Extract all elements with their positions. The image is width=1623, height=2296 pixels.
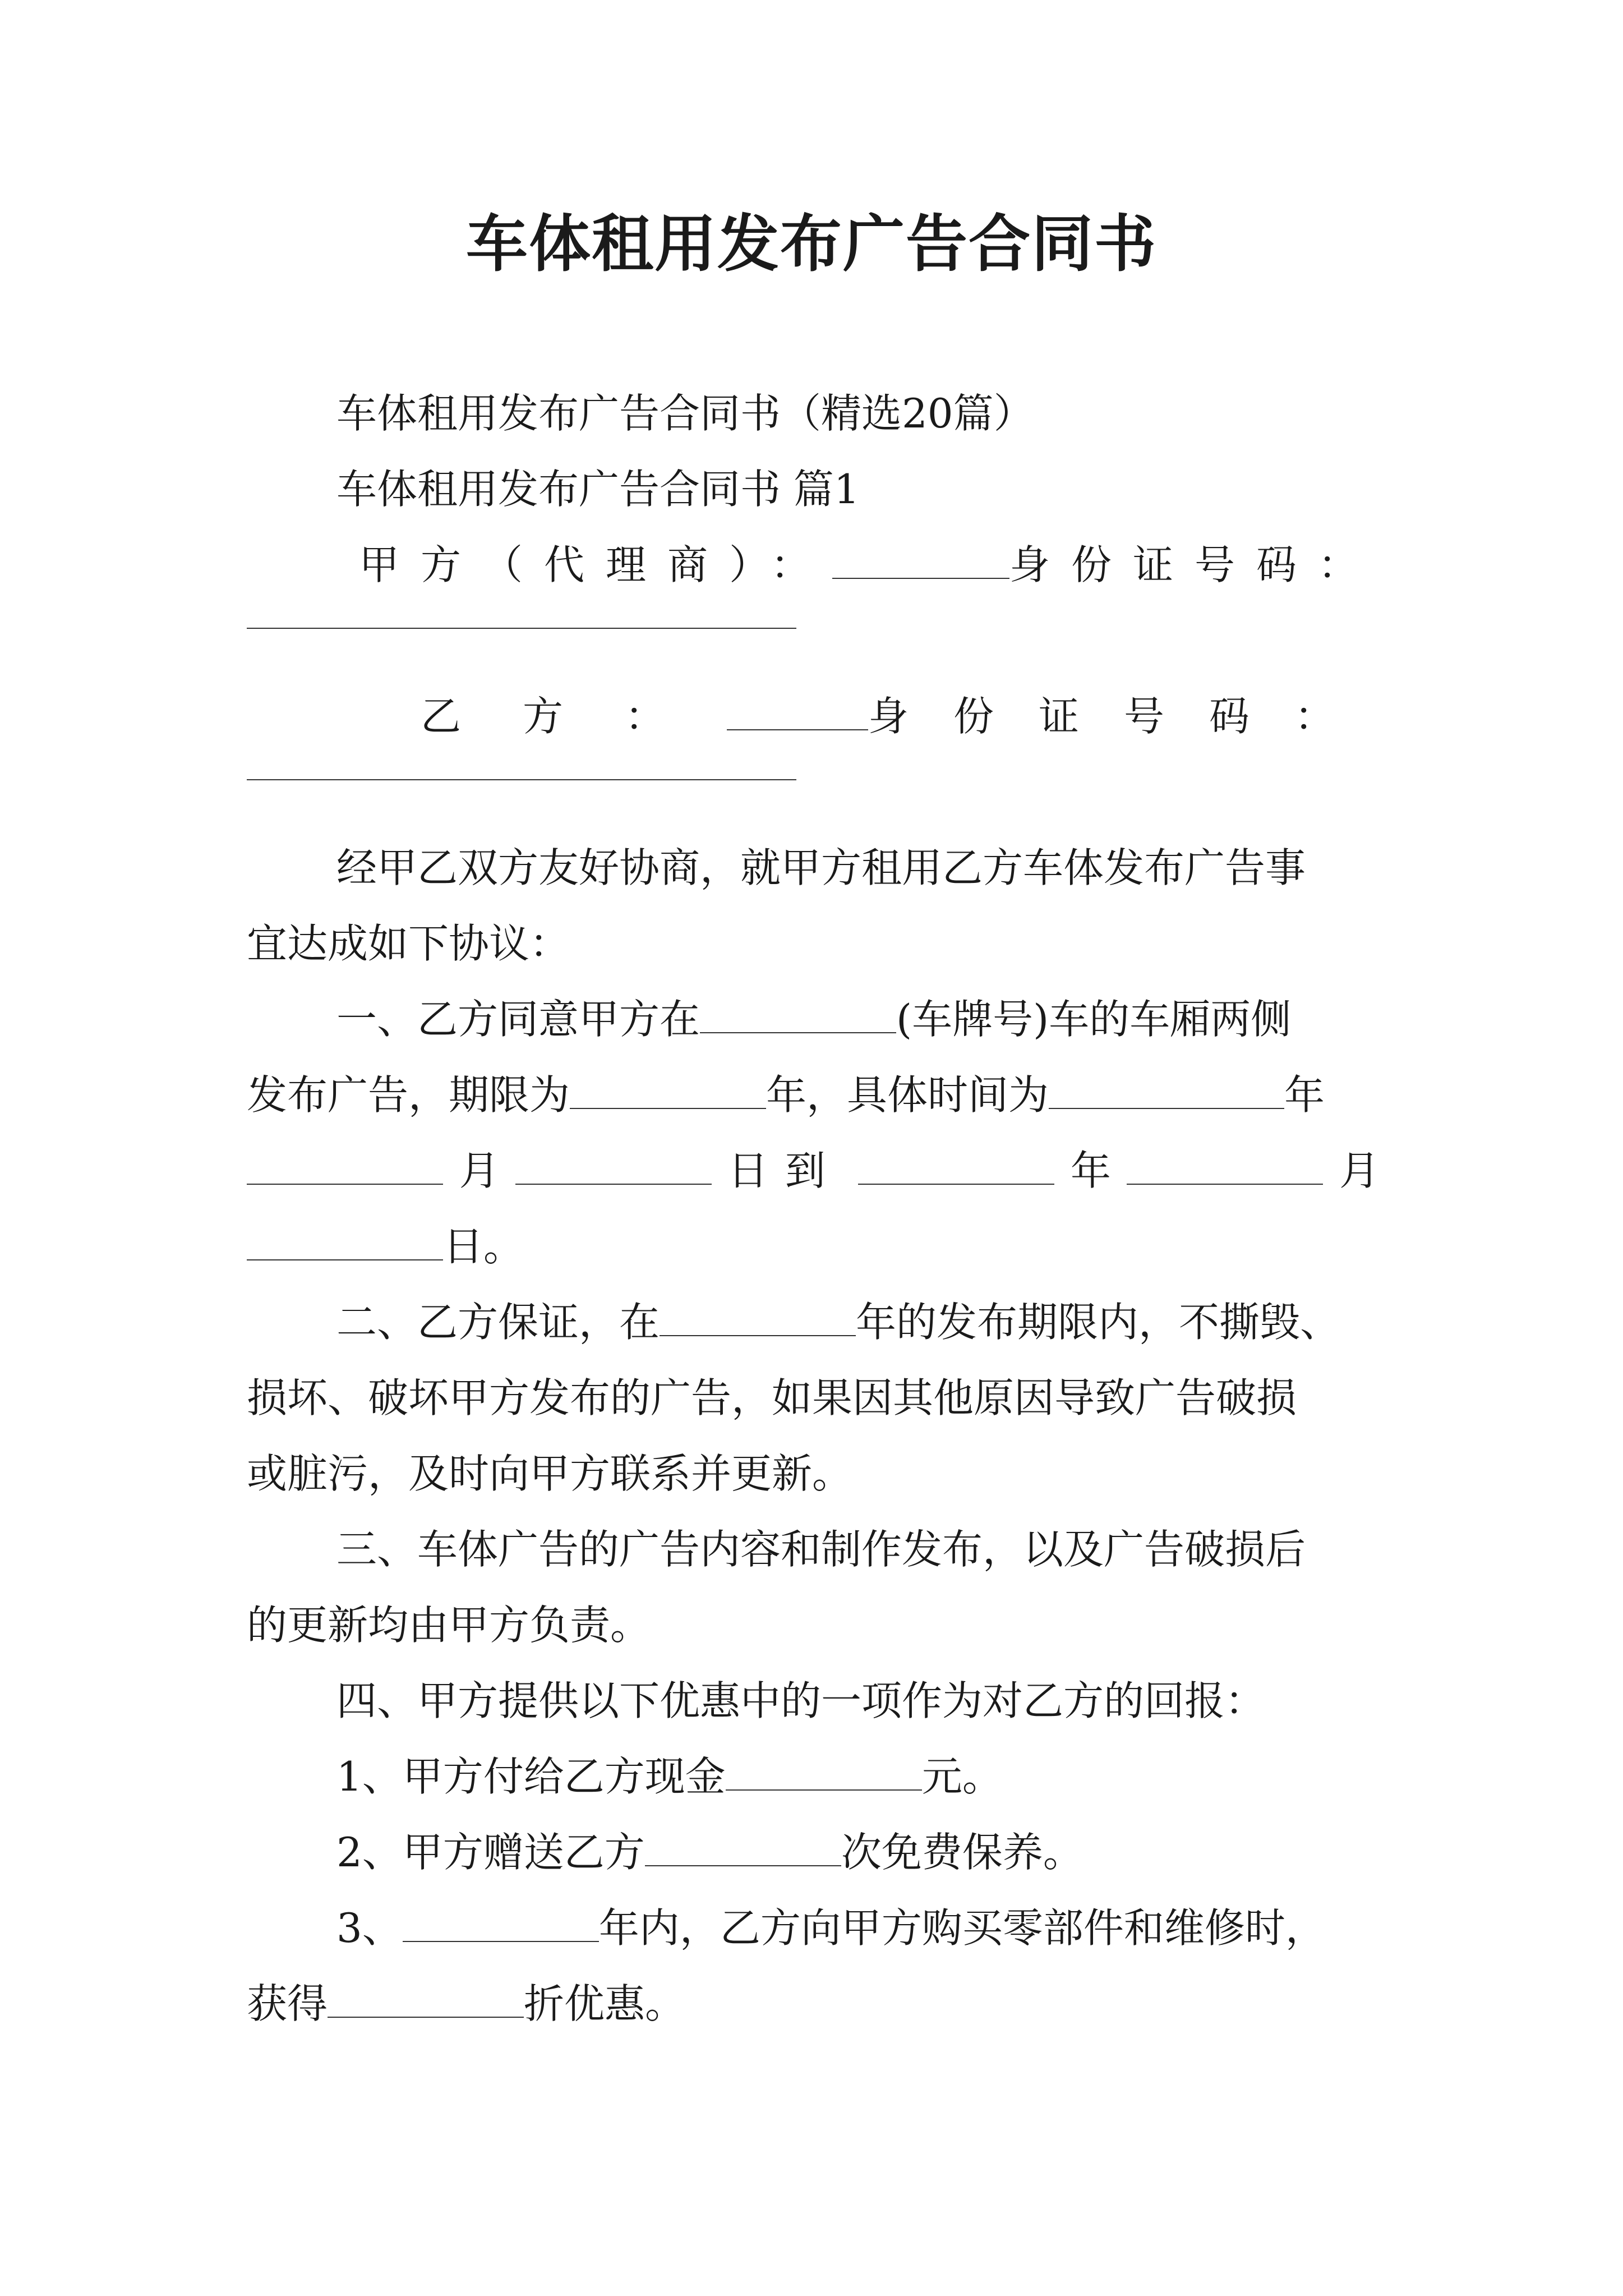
party-a-id-blank [247, 625, 796, 629]
clause1-line-2 [247, 1057, 1380, 1133]
clause1-line-4 [247, 1209, 1380, 1285]
clause4-item-3-cont [247, 1966, 1380, 2042]
item3-text-d: 折优惠。 [524, 1980, 686, 2027]
party-b-line [247, 679, 1380, 754]
clause2-line-1 [247, 1285, 1380, 1360]
party-b-label: 乙方： [421, 693, 727, 740]
clause2-text-b: 年的发布期限内，不撕毁、 [856, 1299, 1341, 1346]
maintenance-count-blank [645, 1832, 841, 1866]
discount-rate-blank [328, 1983, 524, 2018]
page-title: 车体租用发布广告合同书 [466, 208, 1157, 280]
start-year-blank [1049, 1074, 1284, 1109]
clause1-line-3 [247, 1133, 1380, 1209]
clause3-line-2: 的更新均由甲方负责。 [247, 1602, 651, 1649]
clause1-text-d: 年，具体时间为 [766, 1071, 1049, 1119]
clause1-text-g: 日到 [727, 1147, 842, 1194]
document-body [247, 376, 1380, 2042]
clause4-line-1: 四、甲方提供以下优惠中的一项作为对乙方的回报： [336, 1677, 1266, 1724]
end-year-blank [858, 1150, 1054, 1185]
party-a-label: 甲方（代理商）： [359, 541, 833, 588]
end-day-blank [247, 1226, 443, 1260]
clause1-text-f: 月 [459, 1147, 500, 1194]
discount-years-blank [403, 1907, 599, 1942]
intro-line-1: 经甲乙双方友好协商，就甲方租用乙方车体发布广告事 [336, 844, 1306, 891]
subtitle: 车体租用发布广告合同书（精选20篇） [336, 390, 1034, 437]
clause2-text-a: 二、乙方保证，在 [336, 1299, 660, 1346]
clause1-line-1 [247, 982, 1380, 1057]
party-b-name-blank [727, 696, 868, 730]
section-heading: 车体租用发布广告合同书 篇1 [336, 466, 860, 513]
item3-text-a: 3、 [336, 1904, 403, 1952]
clause4-item-1 [247, 1739, 1380, 1815]
item3-text-b: 年内，乙方向甲方购买零部件和维修时， [598, 1904, 1326, 1952]
clause1-text-b: (车牌号)车的车厢两侧 [896, 996, 1292, 1043]
item2-text-b: 次免费保养。 [841, 1829, 1083, 1876]
clause3-line-1: 三、车体广告的广告内容和制作发布，以及广告破损后 [336, 1526, 1306, 1573]
party-b-id-blank-row [247, 754, 1380, 830]
item3-text-c: 获得 [247, 1980, 328, 2027]
clause1-text-h: 年 [1070, 1147, 1111, 1194]
start-month-blank [247, 1150, 443, 1185]
party-b-id-label: 身份证号码： [868, 693, 1380, 740]
clause1-text-j: 日。 [443, 1223, 524, 1270]
clause1-text-a: 一、乙方同意甲方在 [336, 996, 700, 1043]
party-a-id-label: 身份证号码： [1009, 541, 1380, 588]
clause4-item-2 [247, 1815, 1380, 1890]
item2-text-a: 2、甲方赠送乙方 [336, 1829, 645, 1876]
item1-text-a: 1、甲方付给乙方现金 [336, 1753, 726, 1800]
guarantee-years-blank [660, 1301, 856, 1336]
clause2-line-2: 损坏、破坏甲方发布的广告，如果因其他原因导致广告破损 [247, 1374, 1297, 1421]
plate-number-blank [700, 999, 896, 1033]
cash-amount-blank [726, 1756, 922, 1791]
party-a-name-blank [832, 544, 1009, 579]
party-a-id-blank-row [247, 603, 1380, 679]
start-day-blank [515, 1150, 712, 1185]
clause1-text-i: 月 [1339, 1147, 1380, 1194]
end-month-blank [1127, 1150, 1323, 1185]
clause1-text-e: 年 [1284, 1071, 1325, 1119]
party-b-id-blank [247, 777, 796, 780]
party-a-line [247, 527, 1380, 603]
intro-line-2: 宜达成如下协议： [247, 920, 570, 967]
item1-text-b: 元。 [921, 1753, 1003, 1800]
clause4-item-3 [247, 1890, 1380, 1966]
clause2-line-3: 或脏污，及时向甲方联系并更新。 [247, 1450, 853, 1497]
clause1-text-c: 发布广告，期限为 [247, 1071, 570, 1119]
term-years-blank [570, 1074, 766, 1109]
